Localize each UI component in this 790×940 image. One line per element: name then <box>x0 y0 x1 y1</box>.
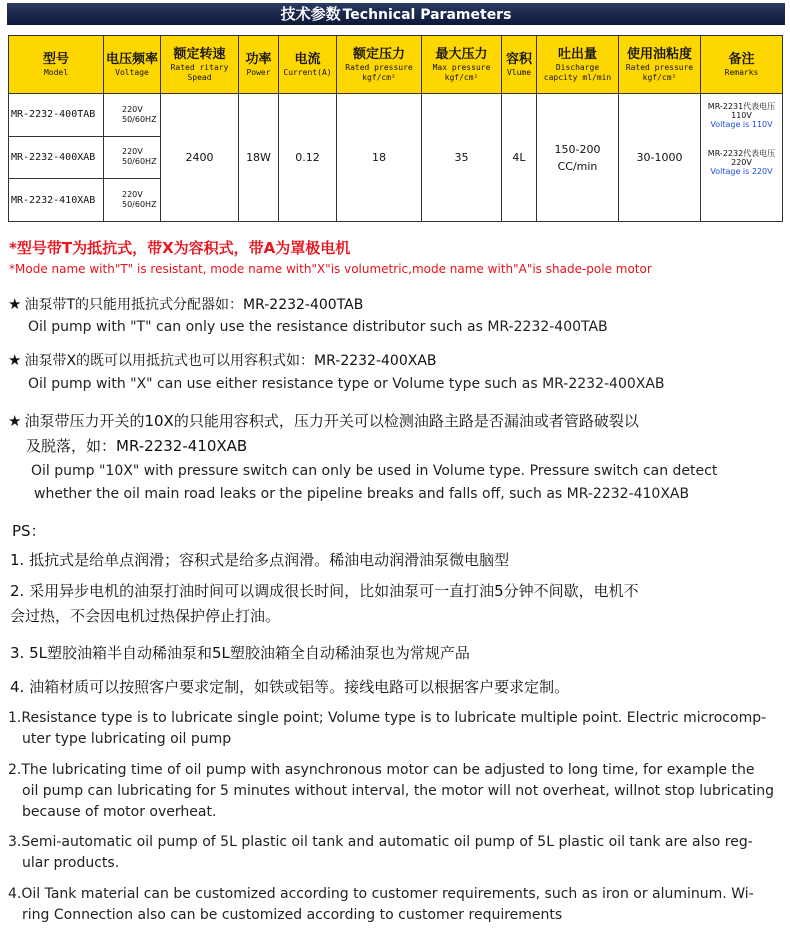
header-speed: 额定转速 Rated ritary Spead <box>161 36 239 94</box>
ps-en-item-3: 3.Semi-automatic oil pump of 5L plastic oil tank and automatic oil pump of 5L plastic oil tank are also reg- ular products. <box>8 834 753 871</box>
star-note-3-en1: Oil pump "10X" with pressure switch can only be used in Volume type. Pressure switch can detect <box>31 463 718 479</box>
cell-current: 0.12 <box>279 94 337 222</box>
remark-110v-cn: MR-2231代表电压110V <box>707 102 776 120</box>
remark-220v-cn: MR-2232代表电压220V <box>707 149 776 167</box>
cell-speed: 2400 <box>161 94 239 222</box>
table-row <box>9 94 783 137</box>
header-remarks: 备注 Remarks <box>701 36 783 94</box>
header-max-pressure: 最大压力 Max pressure kgf/cm² <box>422 36 502 94</box>
ps-cn-item-2: 2. 采用异步电机的油泵打油时间可以调成很长时间，比如油泵可一直打油5分钟不间歇，电机不 <box>10 582 639 600</box>
section-banner <box>7 3 785 25</box>
ps-cn-item-3: 3. 5L塑胶油箱半自动稀油泵和5L塑胶油箱全自动稀油泵也为常规产品 <box>10 644 470 662</box>
ps-en-item-2: 2.The lubricating time of oil pump with asynchronous motor can be adjusted to long time, for example the oil pump can lubricating for 5 minutes without interval, the motor will not overheat, willnot stop lubricating because of motor overheat. <box>8 762 774 820</box>
header-volume: 容积 Vlume <box>502 36 537 94</box>
banner-title-cn: 技术参数 <box>280 5 341 23</box>
ps-label: PS： <box>12 522 46 540</box>
header-voltage: 电压频率 Voltage <box>104 36 161 94</box>
star-note-2-en: Oil pump with "X" can use either resistance type or Volume type such as MR-2232-400XAB <box>28 376 665 392</box>
cell-max-pressure: 35 <box>422 94 502 222</box>
ps-en-item-4: 4.Oil Tank material can be customized according to customer requirements, such as iron or aluminum. Wi- ring Connection also can be customized according to customer requirements <box>8 886 754 923</box>
ps-cn-item-2-cont: 会过热，不会因电机过热保护停止打油。 <box>10 607 281 625</box>
header-power: 功率 Power <box>239 36 279 94</box>
star-note-3: ★ 油泵带压力开关的10X的只能用容积式，压力开关可以检测油路主路是否漏油或者管路破裂以 <box>8 412 639 430</box>
model-note-cn: *型号带T为抵抗式，带X为容积式，带A为罩极电机 <box>9 239 351 257</box>
cell-viscosity: 30-1000 <box>619 94 701 222</box>
star-note-1-en: Oil pump with "T" can only use the resistance distributor such as MR-2232-400TAB <box>28 319 608 335</box>
table-header-row <box>9 36 783 94</box>
banner-title-en: Technical Parameters <box>342 7 512 23</box>
header-rated-pressure: 额定压力 Rated pressure kgf/cm² <box>337 36 422 94</box>
star-note-3-cont: 及脱落，如：MR-2232-410XAB <box>26 437 248 455</box>
model-note-en: *Mode name with"T" is resistant, mode name with"X"is volumetric,mode name with"A"is shade-pole motor <box>9 262 652 276</box>
cell-voltage: 220V 50/60HZ <box>104 179 161 222</box>
remark-110v-en: Voltage is 110V <box>710 120 773 129</box>
cell-volume: 4L <box>502 94 537 222</box>
cell-remarks <box>701 94 783 222</box>
header-model: 型号 Model <box>9 36 104 94</box>
star-note-2: ★ 油泵带X的既可以用抵抗式也可以用容积式如：MR-2232-400XAB <box>8 351 437 369</box>
cell-power: 18W <box>239 94 279 222</box>
cell-discharge <box>537 94 619 222</box>
cell-voltage: 220V 50/60HZ <box>104 94 161 137</box>
star-icon: ★ <box>8 351 22 369</box>
header-viscosity: 使用油粘度 Rated pressure kgf/cm² <box>619 36 701 94</box>
technical-parameters-table <box>8 35 783 222</box>
ps-cn-item-1: 1. 抵抗式是给单点润滑；容积式是给多点润滑。稀油电动润滑油泵微电脑型 <box>10 551 510 569</box>
discharge-line2: CC/min <box>557 159 598 173</box>
star-icon: ★ <box>8 412 22 430</box>
cell-model: MR-2232-410XAB <box>9 179 104 222</box>
discharge-line1: 150-200 <box>554 142 601 156</box>
star-icon: ★ <box>8 295 22 313</box>
cell-model: MR-2232-400TAB <box>9 94 104 137</box>
remark-220v-en: Voltage is 220V <box>710 167 773 176</box>
cell-voltage: 220V 50/60HZ <box>104 136 161 179</box>
cell-rated-pressure: 18 <box>337 94 422 222</box>
header-current: 电流 Current(A) <box>279 36 337 94</box>
star-note-1: ★ 油泵带T的只能用抵抗式分配器如：MR-2232-400TAB <box>8 295 364 313</box>
ps-cn-item-4: 4. 油箱材质可以按照客户要求定制，如铁或铝等。接线电路可以根据客户要求定制。 <box>10 678 570 696</box>
cell-model: MR-2232-400XAB <box>9 136 104 179</box>
header-discharge: 吐出量 Discharge capcity ml/min <box>537 36 619 94</box>
ps-en-item-1: 1.Resistance type is to lubricate single point; Volume type is to lubricate multiple point. Electric microcomp- uter type lubricating oil pump <box>8 710 767 747</box>
star-note-3-en2: whether the oil main road leaks or the pipeline breaks and falls off, such as MR-2232-410XAB <box>34 486 690 502</box>
